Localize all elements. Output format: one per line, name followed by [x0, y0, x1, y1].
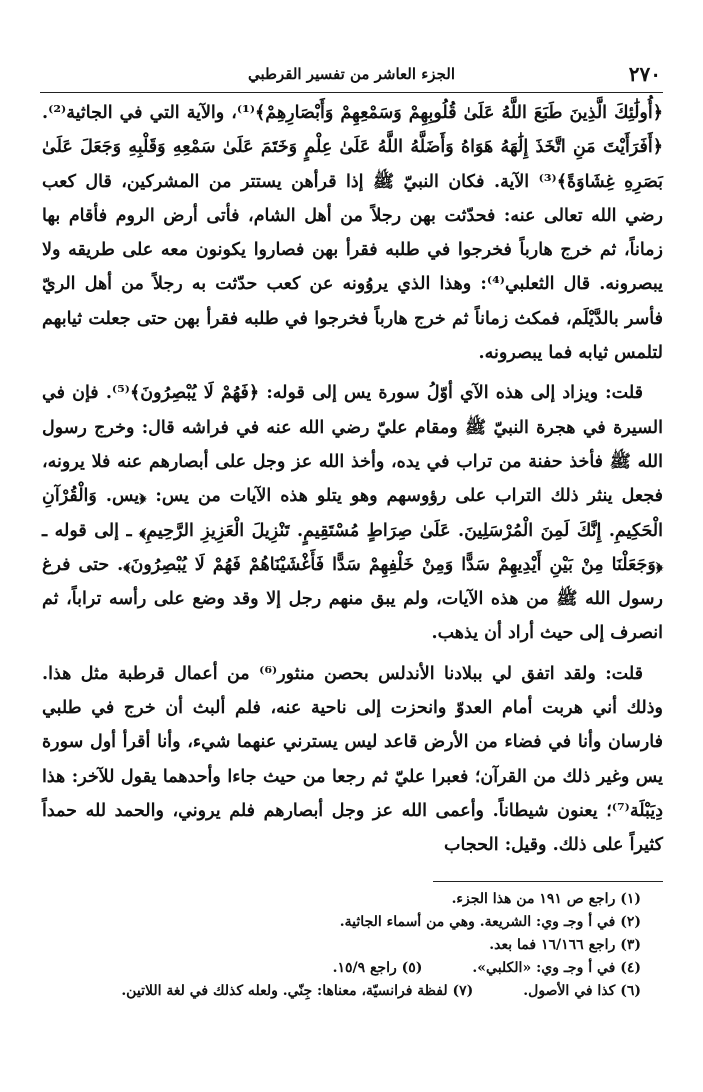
- paragraph-1: ﴿أُولَٰئِكَ الَّذِينَ طَبَعَ اللَّهُ عَلَىٰ قُلُوبِهِمْ وَسَمْعِهِمْ وَأَبْصَارِهِمْ﴾⁽¹⁾، والآية التي في الجاثية⁽²⁾. ﴿أَفَرَأَيْتَ مَنِ اتَّخَذَ إِلَٰهَهُ هَوَاهُ وَأَضَلَّهُ اللَّهُ عَلَىٰ عِلْمٍ وَخَتَمَ عَلَىٰ سَمْعِهِ وَقَلْبِهِ وَجَعَلَ عَلَىٰ بَصَرِهِ غِشَاوَةً﴾⁽³⁾ الآية. فكان النبيّ ﷺ إذا قرأهن يستتر من المشركين، قال كعب رضي الله تعالى عنه: فحدّثت بهن رجلاً من أهل الشام، فأتى أرض الروم فأقام بها زماناً، ثم خرج هارباً فخرجوا في طلبه فقرأ بهن فصاروا يكونون معه على طريقه ولا يبصرونه. قال الثعلبي⁽⁴⁾: وهذا الذي يروُونه عن كعب حدّثت به رجلاً من أهل الريّ فأسر بالدَّيْلَم، فمكث زماناً ثم خرج هارباً فخرجوا في طلبه فقرأ بهن حتى جعلت ثيابهم لتلمس ثيابه فما يبصرونه.: [42, 103, 663, 364]
- footnote-7: (٧) لفظة فرانسيّة، معناها: جِنّي. ولعله كذلك في لغة اللاتين.: [121, 983, 474, 999]
- footnote-6: (٦) كذا في الأصول.: [523, 983, 641, 999]
- paragraph-3: قلت: ولقد اتفق لي ببلادنا الأندلس بحصن منثور⁽⁶⁾ من أعمال قرطبة مثل هذا. وذلك أني هربت أمام العدوّ وانحزت إلى ناحية عنه، فلم ألبث أن خرج في طلبي فارسان وأنا في فضاء من الأرض قاعد ليس يسترني عنهما شيء، وأنا أقرأ أول سورة يس وغير ذلك من القرآن؛ فعبرا عليّ ثم رجعا من حيث جاءا وأحدهما يقول للآخر: هذا دِيَبْلَة⁽⁷⁾؛ يعنون شيطاناً. وأعمى الله عز وجل أبصارهم فلم يروني، والحمد لله حمداً كثيراً على ذلك. وقيل: الحجاب: [42, 663, 663, 856]
- footnote-3: (٣) راجع ١٦/١٦٦ فما بعد.: [489, 937, 641, 953]
- footnote-divider: [433, 881, 663, 882]
- page-header: [40, 62, 663, 93]
- footnote-1: (١) راجع ص ١٩١ من هذا الجزء.: [451, 891, 641, 907]
- footnotes: [42, 888, 641, 1003]
- main-text: [42, 96, 663, 869]
- paragraph-2: قلت: ويزاد إلى هذه الآي أوّلُ سورة يس إلى قوله: ﴿فَهُمْ لَا يُبْصِرُونَ﴾⁽⁵⁾. فإن في السيرة في هجرة النبيّ ﷺ ومقام عليّ رضي الله عنه في فراشه قال: وخرج رسول الله ﷺ فأخذ حفنة من تراب في يده، وأخذ الله عز وجل على أبصارهم عنه فلا يرونه، فجعل ينثر ذلك التراب على رؤوسهم وهو يتلو هذه الآيات من يس: ﴿يس. وَالْقُرْآنِ الْحَكِيمِ. إِنَّكَ لَمِنَ الْمُرْسَلِينَ. عَلَىٰ صِرَاطٍ مُسْتَقِيمٍ. تَنْزِيلَ الْعَزِيزِ الرَّحِيمِ﴾ ـ إلى قوله ـ ﴿وَجَعَلْنَا مِنْ بَيْنِ أَيْدِيهِمْ سَدًّا وَمِنْ خَلْفِهِمْ سَدًّا فَأَغْشَيْنَاهُمْ فَهُمْ لَا يُبْصِرُونَ﴾. حتى فرغ رسول الله ﷺ من هذه الآيات، ولم يبق منهم رجل إلا وقد وضع على رأسه تراباً، ثم انصرف إلى حيث أراد أن يذهب.: [42, 383, 663, 644]
- footnote-2: (٢) في أ وجـ وي: الشريعة. وهي من أسماء الجاثية.: [339, 914, 641, 930]
- page-number: ٢٧٠: [628, 62, 661, 86]
- footnote-5: (٥) راجع ١٥/٩.: [332, 960, 423, 976]
- footnote-4: (٤) في أ وجـ وي: «الكلبي».: [472, 960, 641, 976]
- footnote-row-6-7: [42, 980, 641, 1003]
- running-title: الجزء العاشر من تفسير القرطبي: [248, 65, 455, 83]
- footnote-row-4-5: [42, 957, 641, 980]
